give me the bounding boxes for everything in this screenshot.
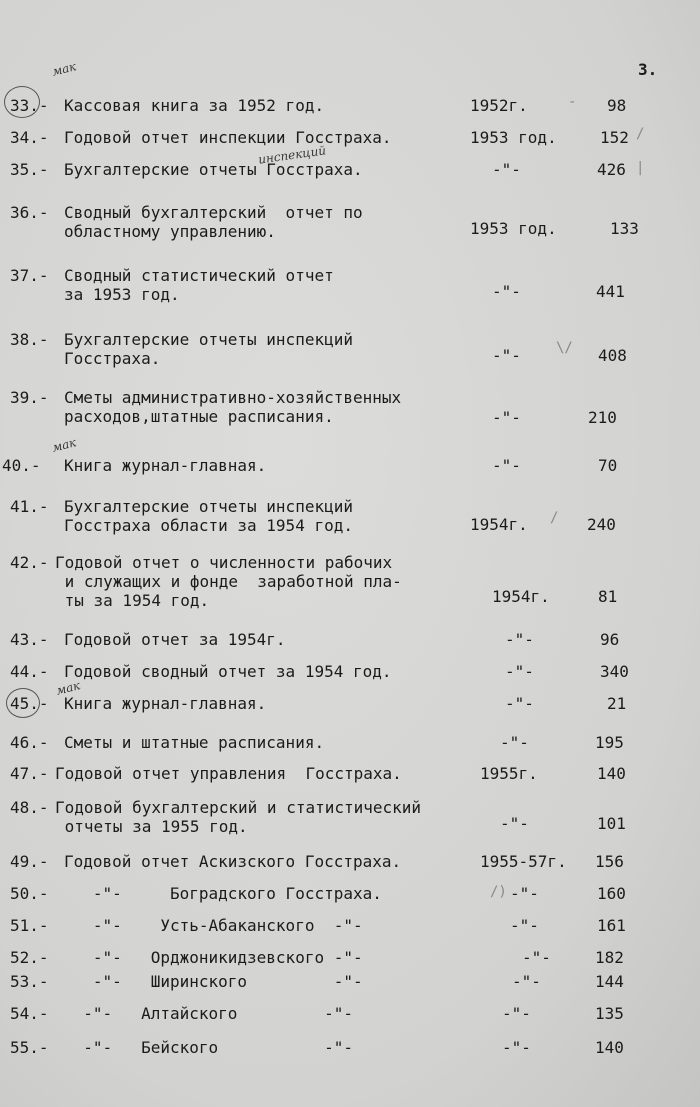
entry-title: Годовой отчет Аскизского Госстраха.: [64, 852, 402, 871]
entry-sheet-count: 21: [607, 694, 627, 713]
entry-sheet-count: 240: [587, 515, 616, 534]
entry-year: -"-: [492, 346, 521, 365]
entry-title: Сметы административно-хозяйственных расходов,штатные расписания.: [64, 388, 402, 426]
handwritten-mak-1: мак: [50, 59, 78, 79]
entry-sheet-count: 426: [597, 160, 626, 179]
entry-sheet-count: 135: [595, 1004, 624, 1023]
entry-title: Книга журнал-главная.: [64, 694, 267, 713]
entry-sheet-count: 101: [597, 814, 626, 833]
entry-number: 55.-: [10, 1038, 49, 1057]
entry-title: Бухгалтерские отчеты Госстраха.: [64, 160, 363, 179]
entry-number: 48.-: [10, 798, 49, 817]
entry-title: Сводный статистический отчет за 1953 год.: [64, 266, 334, 304]
entry-title: -"- Боградского Госстраха.: [64, 884, 382, 903]
entry-sheet-count: 152: [600, 128, 629, 147]
entry-year: -"-: [502, 1004, 531, 1023]
handwritten-mak-2: мак: [50, 435, 78, 455]
entry-number: 54.-: [10, 1004, 49, 1023]
entry-sheet-count: 70: [598, 456, 618, 475]
entry-sheet-count: 133: [610, 219, 639, 238]
entry-number: 38.-: [10, 330, 49, 349]
entry-title: Кассовая книга за 1952 год.: [64, 96, 325, 115]
entry-number: 49.-: [10, 852, 49, 871]
entry-sheet-count: 144: [595, 972, 624, 991]
entry-sheet-count: 98: [607, 96, 627, 115]
entry-year: -"-: [512, 972, 541, 991]
entry-year: -"-: [510, 916, 539, 935]
pencil-tick: -: [568, 94, 577, 110]
entry-title: Бухгалтерские отчеты инспекций Госстраха.: [64, 330, 353, 368]
entry-number: 44.-: [10, 662, 49, 681]
entry-year: 1954г.: [492, 587, 550, 606]
entry-title: Сводный бухгалтерский отчет по областному управлению.: [64, 203, 363, 241]
entry-year: -"-: [505, 694, 534, 713]
entry-number: 47.-: [10, 764, 49, 783]
entry-title: -"- Ширинского -"-: [64, 972, 363, 991]
entry-number: 37.-: [10, 266, 49, 285]
entry-year: 1953 год.: [470, 128, 557, 147]
entry-number: 36.-: [10, 203, 49, 222]
entry-number: 52.-: [10, 948, 49, 967]
entry-number: 42.-: [10, 553, 49, 572]
entry-sheet-count: 408: [598, 346, 627, 365]
entry-number: 39.-: [10, 388, 49, 407]
pencil-tick: /): [490, 884, 507, 900]
pencil-tick: /: [636, 126, 645, 142]
page-number: 3.: [638, 60, 658, 79]
entry-title: Бухгалтерские отчеты инспекций Госстраха области за 1954 год.: [64, 497, 353, 535]
entry-sheet-count: 441: [596, 282, 625, 301]
handwritten-mak-3: мак: [54, 678, 82, 698]
entry-year: -"-: [505, 630, 534, 649]
entry-title: Книга журнал-главная.: [64, 456, 267, 475]
entry-year: 1953 год.: [470, 219, 557, 238]
entry-year: 1955-57г.: [480, 852, 567, 871]
entry-sheet-count: 96: [600, 630, 620, 649]
entry-number: 46.-: [10, 733, 49, 752]
entry-year: -"-: [505, 662, 534, 681]
entry-title: Годовой сводный отчет за 1954 год.: [64, 662, 392, 681]
entry-year: -"-: [492, 282, 521, 301]
entry-title: -"- Алтайского -"-: [64, 1004, 353, 1023]
pencil-tick: /: [550, 510, 559, 526]
entry-sheet-count: 140: [595, 1038, 624, 1057]
entry-title: -"- Орджоникидзевского -"-: [64, 948, 363, 967]
entry-sheet-count: 195: [595, 733, 624, 752]
entry-title: Годовой отчет управления Госстраха.: [55, 764, 402, 783]
entry-year: -"-: [500, 733, 529, 752]
entry-year: -"-: [522, 948, 551, 967]
pencil-tick: \/: [556, 340, 573, 356]
entry-sheet-count: 81: [598, 587, 618, 606]
entry-number: 33.-: [10, 96, 49, 115]
entry-title: -"- Бейского -"-: [64, 1038, 353, 1057]
entry-sheet-count: 210: [588, 408, 617, 427]
entry-year: -"-: [492, 160, 521, 179]
entry-number: 51.-: [10, 916, 49, 935]
entry-sheet-count: 161: [597, 916, 626, 935]
entry-sheet-count: 140: [597, 764, 626, 783]
entry-year: -"-: [492, 456, 521, 475]
entry-number: 53.-: [10, 972, 49, 991]
entry-number: 41.-: [10, 497, 49, 516]
entry-year: -"-: [510, 884, 539, 903]
entry-title: Годовой бухгалтерский и статистический отчеты за 1955 год.: [55, 798, 422, 836]
entry-year: 1954г.: [470, 515, 528, 534]
entry-title: Сметы и штатные расписания.: [64, 733, 325, 752]
entry-sheet-count: 156: [595, 852, 624, 871]
entry-year: 1952г.: [470, 96, 528, 115]
entry-year: -"-: [492, 408, 521, 427]
entry-sheet-count: 160: [597, 884, 626, 903]
entry-number: 40.-: [2, 456, 41, 475]
entry-title: Годовой отчет о численности рабочих и служащих и фонде заработной пла- ты за 1954 год.: [55, 553, 402, 610]
entry-number: 35.-: [10, 160, 49, 179]
entry-number: 43.-: [10, 630, 49, 649]
entry-title: -"- Усть-Абаканского -"-: [64, 916, 363, 935]
entry-number: 34.-: [10, 128, 49, 147]
entry-sheet-count: 340: [600, 662, 629, 681]
entry-number: 45.-: [10, 694, 49, 713]
entry-year: 1955г.: [480, 764, 538, 783]
entry-number: 50.-: [10, 884, 49, 903]
entry-title: Годовой отчет инспекции Госстраха.: [64, 128, 392, 147]
entry-year: -"-: [502, 1038, 531, 1057]
entry-sheet-count: 182: [595, 948, 624, 967]
entry-year: -"-: [500, 814, 529, 833]
pencil-tick: |: [636, 160, 645, 176]
entry-title: Годовой отчет за 1954г.: [64, 630, 286, 649]
handwritten-inspection-note: инспекций: [257, 143, 327, 167]
